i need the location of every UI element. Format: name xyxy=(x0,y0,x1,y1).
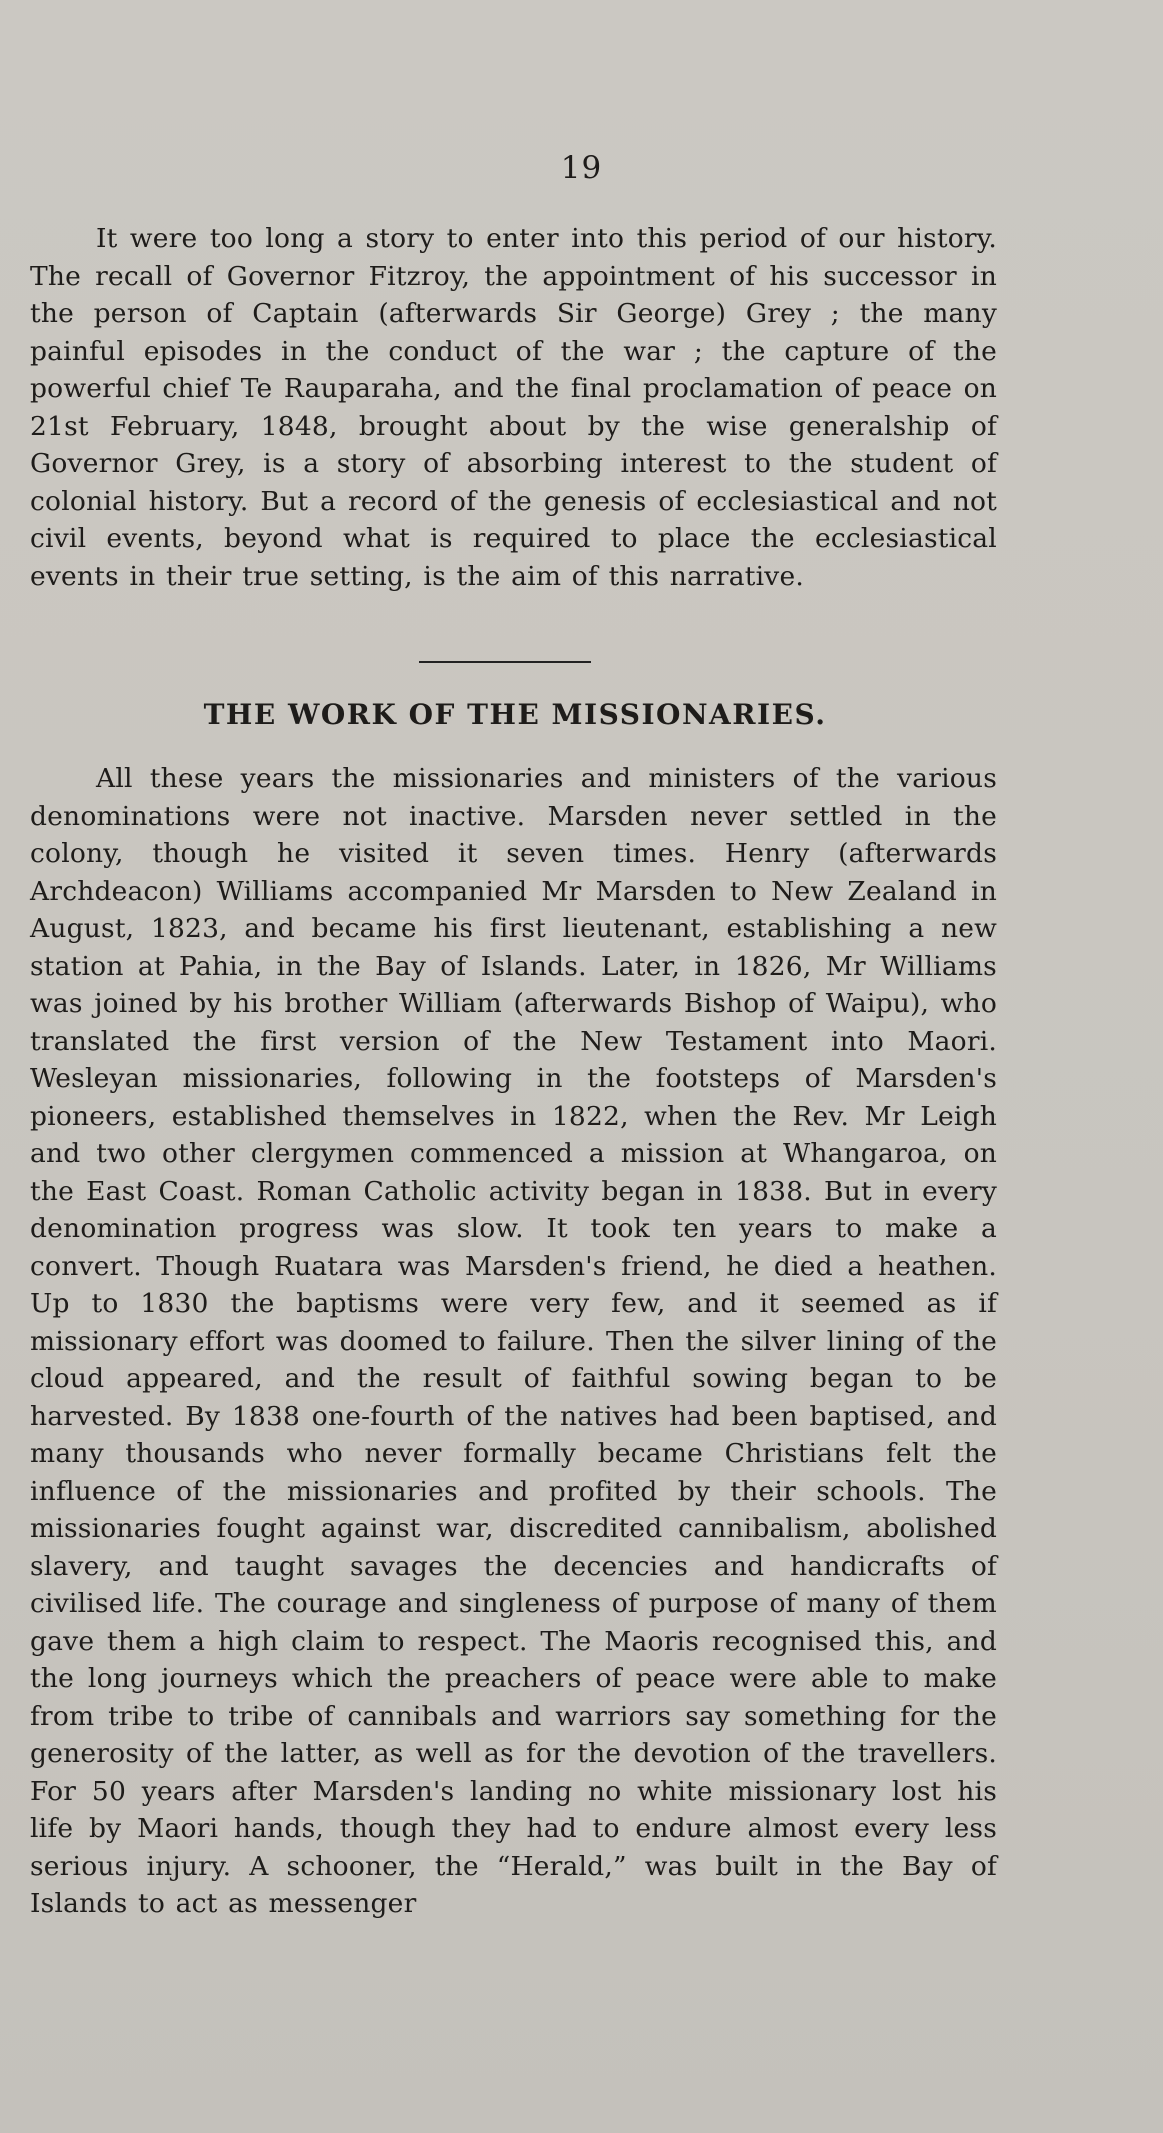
intro-paragraph: It were too long a story to enter into this period of our history. The recall of Governor Fitzroy, the appointment of his successor in the person of Captain (afterwards Sir George) Grey ; the many painful episodes in the conduct of the war ; the capture of the powerful chief Te Rauparaha, and the final proclamation of peace on 21st February, 1848, brought about by the wise generalship of Governor Grey, is a story of absorbing interest to the student of colonial history. But a record of the genesis of ecclesiastical and not civil events, beyond what is required to place the ecclesiastical events in their true setting, is the aim of this narrative. xyxy=(30,223,997,592)
intro-text-block xyxy=(30,220,997,595)
section-divider-rule xyxy=(419,661,591,663)
section-text-block xyxy=(30,760,997,1923)
section-heading: THE WORK OF THE MISSIONARIES. xyxy=(203,698,827,731)
page-number: 19 xyxy=(560,150,603,186)
section-paragraph: All these years the missionaries and ministers of the various denominations were not inactive. Marsden never settled in the colony, though he visited it seven times. Henry (afterwards Archdeacon) Williams accompanied Mr Marsden to New Zealand in August, 1823, and became his first lieutenant, establishing a new station at Pahia, in the Bay of Islands. Later, in 1826, Mr Williams was joined by his brother William (afterwards Bishop of Waipu), who translated the first version of the New Testament into Maori. Wesleyan missionaries, following in the footsteps of Marsden's pioneers, established themselves in 1822, when the Rev. Mr Leigh and two other clergymen commenced a mission at Whangaroa, on the East Coast. Roman Catholic activity began in 1838. But in every denomination progress was slow. It took ten years to make a convert. Though Ruatara was Marsden's friend, he died a heathen. Up to 1830 the baptisms were very few, and it seemed as if missionary effort was doomed to failure. Then the silver lining of the cloud appeared, and the result of faithful sowing began to be harvested. By 1838 one-fourth of the natives had been baptised, and many thousands who never formally became Christians felt the influence of the missionaries and profited by their schools. The missionaries fought against war, discredited cannibalism, abolished slavery, and taught savages the decencies and handicrafts of civilised life. The courage and singleness of purpose of many of them gave them a high claim to respect. The Maoris recognised this, and the long journeys which the preachers of peace were able to make from tribe to tribe of cannibals and warriors say something for the generosity of the latter, as well as for the devotion of the travellers. For 50 years after Marsden's landing no white missionary lost his life by Maori hands, though they had to endure almost every less serious injury. A schooner, the “Herald,” was built in the Bay of Islands to act as messenger xyxy=(30,763,997,1919)
